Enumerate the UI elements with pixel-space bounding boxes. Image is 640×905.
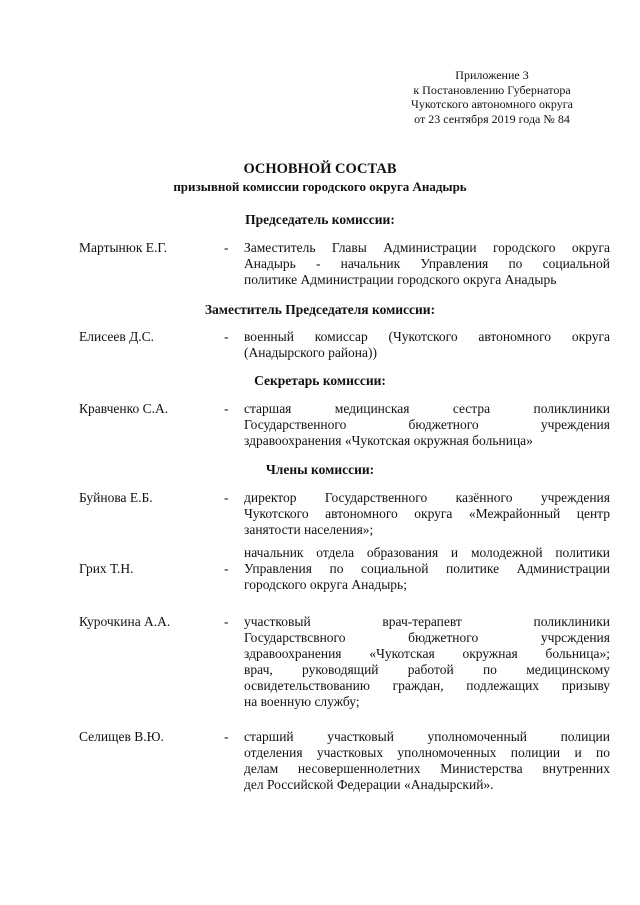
role-line: врач, руководящий работой по медицинскому (244, 662, 610, 677)
member-name: Буйнова Е.Б. (79, 490, 153, 505)
role-line: освидетельствованию граждан, подлежащих призыву (244, 678, 610, 693)
role-line: Государственного бюджетного учреждения (244, 417, 610, 432)
role-line: здравоохранения «Чукотская окружная больница» (244, 433, 533, 448)
appendix-line: к Постановлению Губернатора (413, 82, 571, 97)
dash-separator: - (224, 240, 229, 255)
dash-separator: - (224, 401, 229, 416)
section-heading-secretary: Секретарь комиссии: (254, 373, 386, 388)
dash-separator: - (224, 329, 229, 344)
role-line: старший участковый уполномоченный полиции (244, 729, 610, 744)
document-title: ОСНОВНОЙ СОСТАВ (243, 161, 397, 177)
section-heading-members: Члены комиссии: (265, 462, 375, 477)
member-role (244, 240, 610, 288)
role-line: Чукотского автономного округа «Межрайонный центр (244, 506, 610, 521)
member-name: Кравченко С.А. (79, 401, 169, 416)
document-subtitle: призывной комиссии городского округа Анадырь (173, 179, 467, 194)
member-role (244, 329, 610, 361)
dash-separator: - (224, 561, 229, 576)
member-name: Курочкина А.А. (79, 614, 171, 629)
role-line: военный комиссар (Чукотского автономного округа (244, 329, 610, 344)
role-line: Заместитель Главы Администрации городского округа (244, 240, 610, 255)
role-line: директор Государственного казённого учреждения (244, 490, 610, 505)
member-name: Мартынюк Е.Г. (79, 240, 168, 255)
role-line: Управления по социальной политике Администрации (244, 561, 610, 576)
dash-separator: - (224, 614, 229, 629)
role-line: на военную службу; (244, 694, 360, 709)
dash-separator: - (224, 490, 229, 505)
role-line: участковый врач-терапевт поликлиники (244, 614, 610, 629)
role-line: (Анадырского района)) (244, 345, 378, 360)
member-role (244, 545, 610, 593)
member-role (244, 614, 610, 710)
role-line: городского округа Анадырь; (244, 577, 407, 592)
role-line: начальник отдела образования и молодежной политики (244, 545, 610, 560)
member-role (244, 729, 610, 793)
appendix-line: Приложение 3 (455, 68, 529, 82)
member-name: Елисеев Д.С. (79, 329, 155, 344)
appendix-line: Чукотского автономного округа (411, 97, 573, 111)
member-name: Селищев В.Ю. (79, 729, 164, 744)
role-line: старшая медицинская сестра поликлиники (244, 401, 610, 416)
member-role (244, 490, 610, 538)
role-line: занятости населения»; (244, 522, 374, 537)
role-line: отделения участковых уполномоченных полиции и по (244, 745, 610, 760)
appendix-line: от 23 сентября 2019 года № 84 (414, 111, 570, 126)
section-heading-chair: Председатель комиссии: (245, 212, 395, 227)
role-line: дел Российской Федерации «Анадырский». (244, 777, 494, 792)
member-role (244, 401, 610, 449)
role-line: делам несовершеннолетних Министерства внутренних (244, 761, 610, 776)
role-line: здравоохранения «Чукотская окружная больница»; (244, 646, 610, 661)
member-name: Грих Т.Н. (79, 561, 134, 576)
role-line: Анадырь - начальник Управления по социальной (244, 256, 610, 271)
appendix-header (392, 68, 592, 126)
role-line: Государствсвного бюджетного учрсждения (244, 630, 610, 645)
role-line: политике Администрации городского округа Анадырь (244, 272, 557, 287)
dash-separator: - (224, 729, 229, 744)
section-heading-deputy: Заместитель Председателя комиссии: (204, 302, 436, 317)
